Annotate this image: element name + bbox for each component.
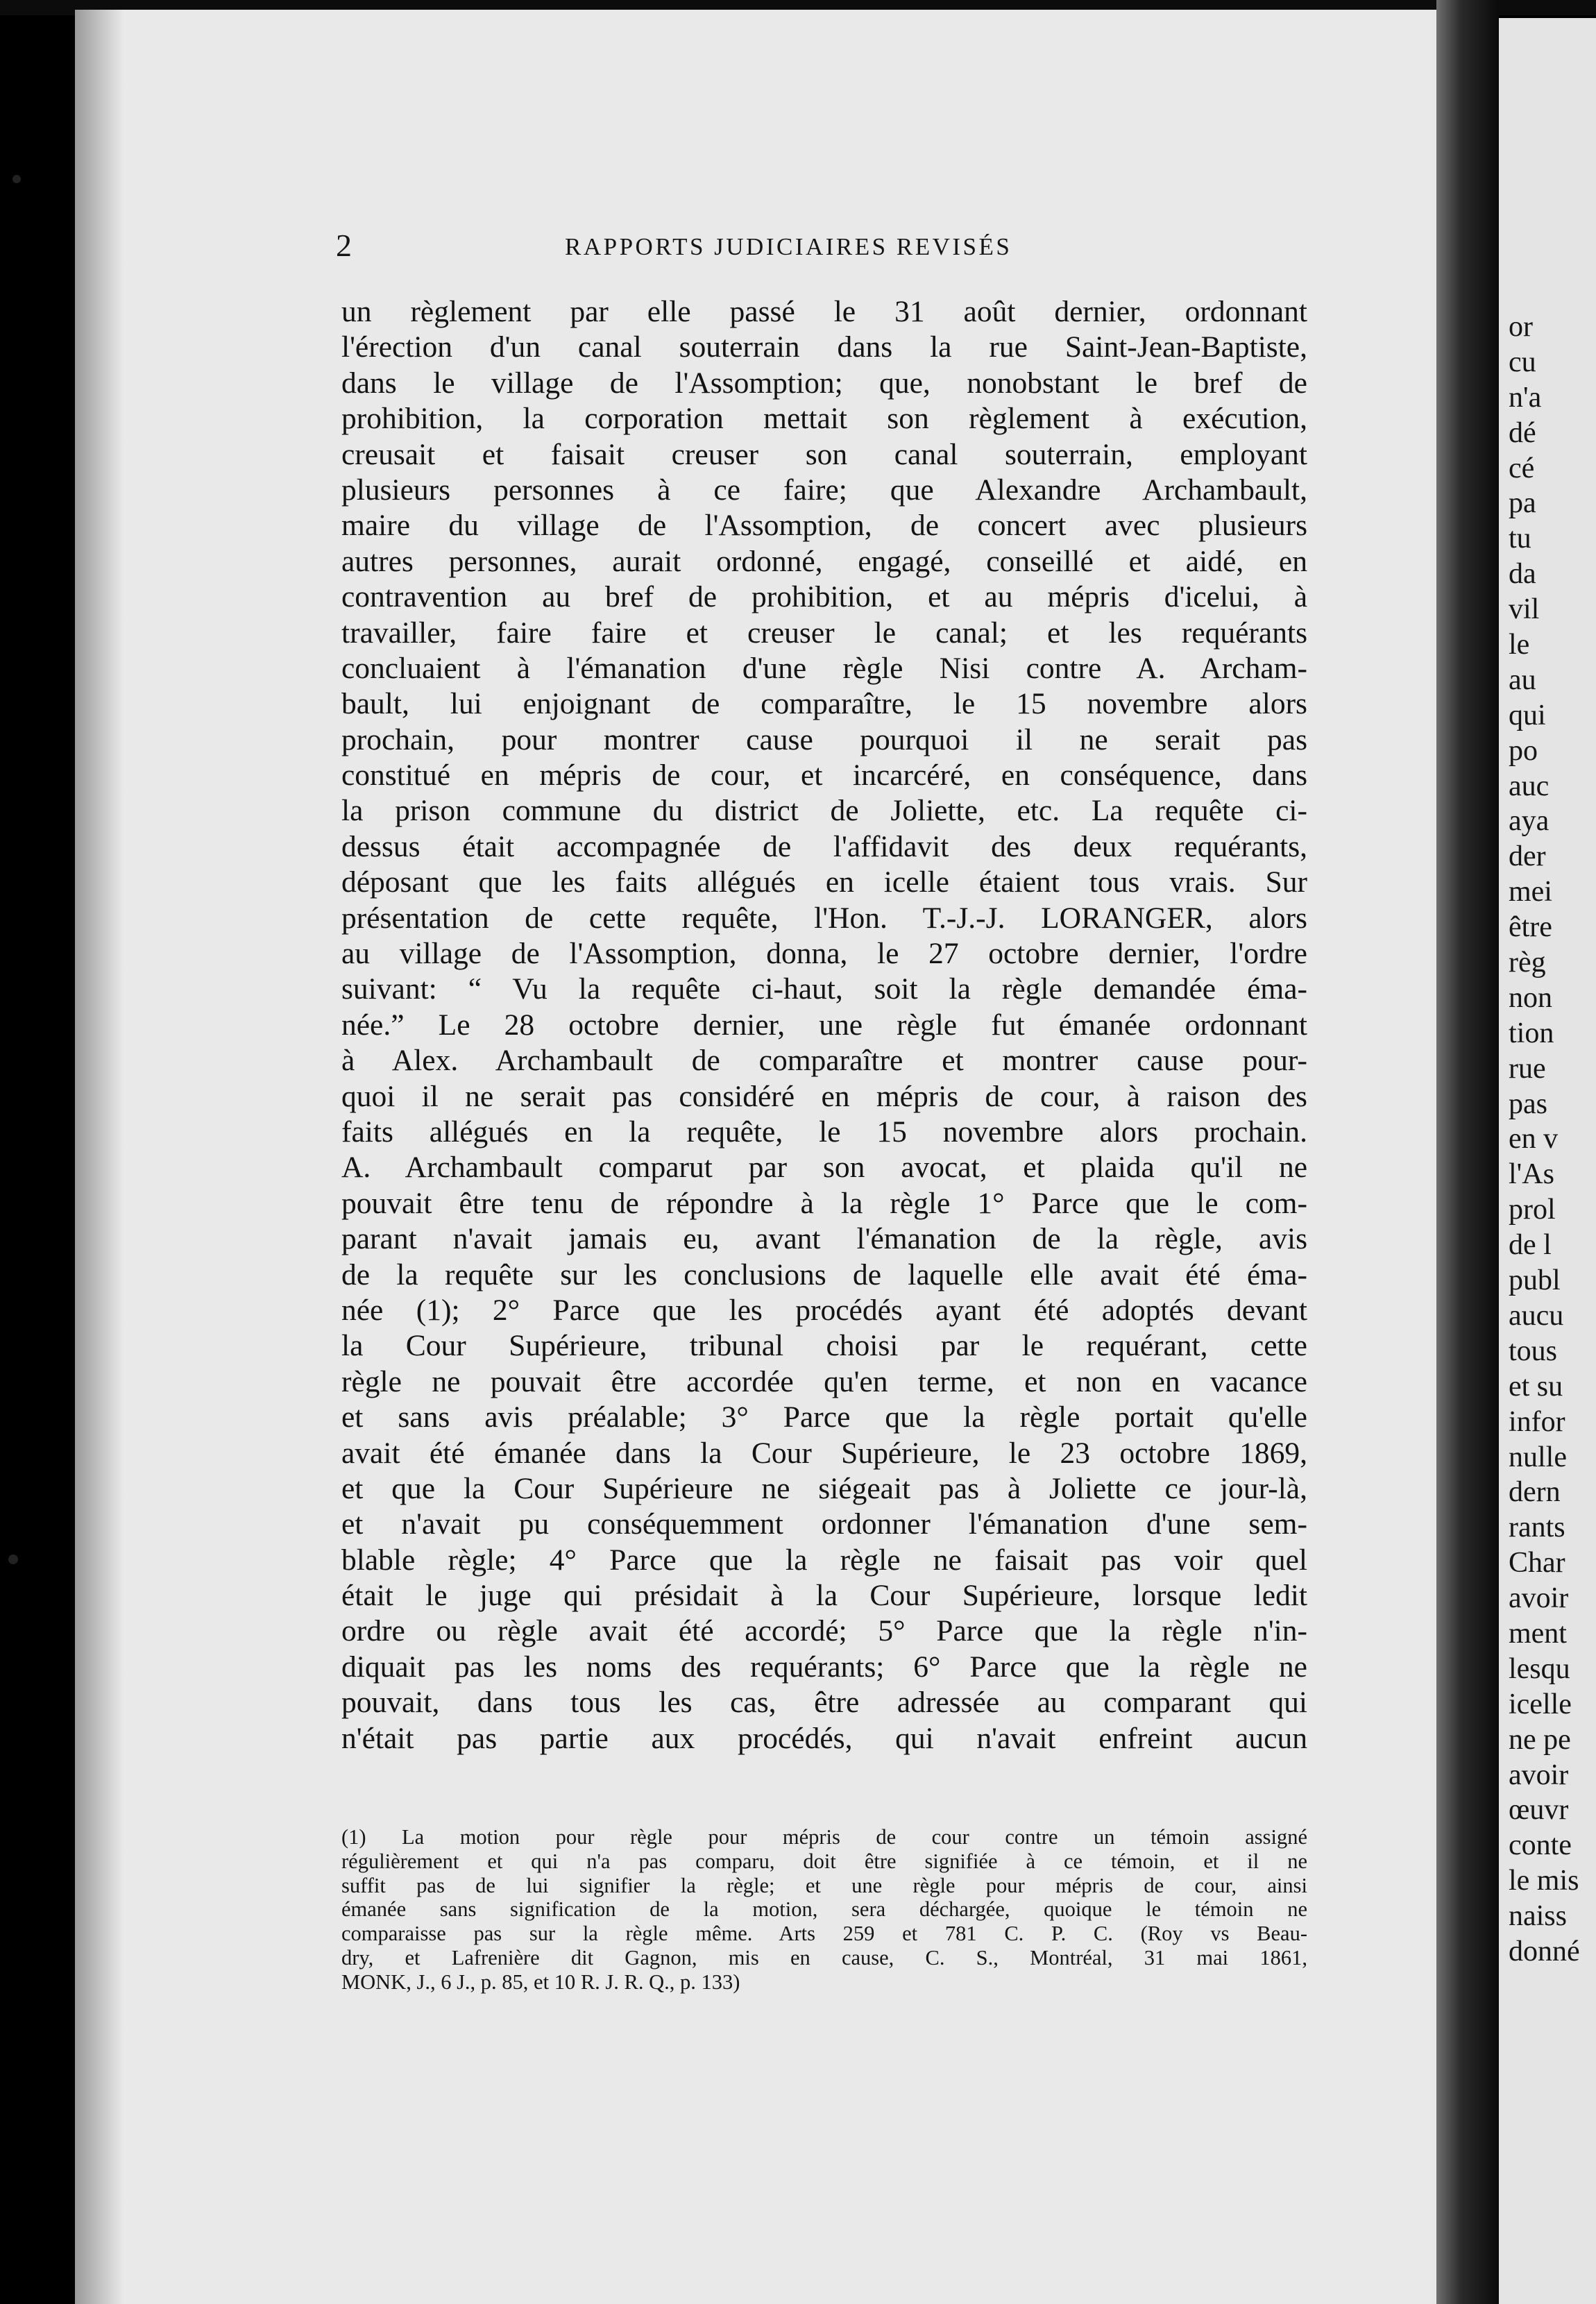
text-line: prochain, pour montrer cause pourquoi il ne serait pas: [341, 722, 1307, 756]
text-line: pouvait être tenu de répondre à la règle 1° Parce que le com-: [341, 1186, 1307, 1220]
footnote-line: MONK, J., 6 J., p. 85, et 10 R. J. R. Q., p. 133): [341, 1970, 740, 1994]
text-line: et sans avis préalable; 3° Parce que la règle portait qu'elle: [341, 1400, 1307, 1434]
facing-page-fragment: n'a: [1509, 381, 1542, 414]
facing-page-fragment: le: [1509, 629, 1530, 661]
text-line: était le juge qui présidait à la Cour Supérieure, lorsque ledit: [341, 1579, 1307, 1613]
facing-page-fragment: ment: [1509, 1617, 1567, 1650]
facing-page-fragment: tu: [1509, 523, 1531, 555]
facing-page-fragment: avoir: [1509, 1582, 1569, 1615]
text-line: née.” Le 28 octobre dernier, une règle fut émanée ordonnant: [341, 1008, 1307, 1042]
scan-speck: [12, 175, 21, 183]
running-head: [336, 229, 1335, 262]
text-line: pouvait, dans tous les cas, être adressée au comparant qui: [341, 1686, 1307, 1720]
facing-page-fragment: ne pe: [1509, 1723, 1571, 1756]
facing-page-fragment: prol: [1509, 1194, 1556, 1226]
text-line: concluaient à l'émanation d'une règle Nisi contre A. Archam-: [341, 651, 1307, 685]
page-number: 2: [336, 228, 352, 263]
facing-page-fragment: da: [1509, 558, 1536, 591]
facing-page-fragment: cé: [1509, 452, 1535, 484]
facing-page-fragment: dern: [1509, 1476, 1561, 1509]
footnote-line: dry, et Lafrenière dit Gagnon, mis en cause, C. S., Montréal, 31 mai 1861,: [341, 1945, 1307, 1970]
facing-page-fragment: en v: [1509, 1123, 1559, 1155]
facing-page-fragment: aucu: [1509, 1299, 1564, 1332]
text-line: creusait et faisait creuser son canal souterrain, employant: [341, 437, 1307, 471]
facing-page-fragment: règ: [1509, 947, 1546, 979]
text-line: et que la Cour Supérieure ne siégeait pas à Joliette ce jour-là,: [341, 1471, 1307, 1505]
facing-page-fragment: être: [1509, 911, 1552, 944]
text-line: parant n'avait jamais eu, avant l'émanation de la règle, avis: [341, 1222, 1307, 1256]
footnote-line: émanée sans signification de la motion, sera déchargée, quoique le témoin ne: [341, 1897, 1307, 1922]
text-line: A. Archambault comparut par son avocat, et plaida qu'il ne: [341, 1151, 1307, 1185]
text-line: un règlement par elle passé le 31 août dernier, ordonnant: [341, 295, 1307, 328]
facing-page-fragment: der: [1509, 840, 1546, 873]
text-line: dans le village de l'Assomption; que, nonobstant le bref de: [341, 366, 1307, 400]
facing-page-fragment: l'As: [1509, 1158, 1554, 1191]
facing-page: [1499, 18, 1596, 2304]
text-line: n'était pas partie aux procédés, qui n'avait enfreint aucun: [341, 1721, 1307, 1755]
text-line: bault, lui enjoignant de comparaître, le 15 novembre alors: [341, 687, 1307, 721]
text-line: autres personnes, aurait ordonné, engagé, conseillé et aidé, en: [341, 544, 1307, 578]
text-line: constitué en mépris de cour, et incarcéré, en conséquence, dans: [341, 759, 1307, 793]
facing-page-fragment: de l: [1509, 1229, 1552, 1262]
facing-page-fragment: donné: [1509, 1935, 1580, 1967]
text-line: suivant: “ Vu la requête ci-haut, soit la règle demandée éma-: [341, 972, 1307, 1006]
facing-page-fragment: icelle: [1509, 1688, 1572, 1720]
text-line: maire du village de l'Assomption, de concert avec plusieurs: [341, 509, 1307, 543]
text-line: règle ne pouvait être accordée qu'en terme, et non en vacance: [341, 1364, 1307, 1398]
body-text: [341, 294, 1307, 1756]
text-line: diquait pas les noms des requérants; 6° Parce que la règle ne: [341, 1650, 1307, 1684]
text-line: et n'avait pu conséquemment ordonner l'émanation d'une sem-: [341, 1507, 1307, 1541]
facing-page-fragment: avoir: [1509, 1759, 1569, 1791]
text-line: l'érection d'un canal souterrain dans la rue Saint-Jean-Baptiste,: [341, 330, 1307, 364]
footnote-line: suffit pas de lui signifier la règle; et une règle pour mépris de cour, ainsi: [341, 1873, 1307, 1897]
facing-page-fragment: rue: [1509, 1052, 1546, 1085]
text-line: la prison commune du district de Joliette, etc. La requête ci-: [341, 794, 1307, 828]
page-edge-shadow: [75, 10, 124, 2304]
footnote-line: régulièrement et qui n'a pas comparu, doit être signifiée à ce témoin, et il ne: [341, 1849, 1307, 1873]
text-line: blable règle; 4° Parce que la règle ne faisait pas voir quel: [341, 1543, 1307, 1577]
text-line: travailler, faire faire et creuser le canal; et les requérants: [341, 616, 1307, 650]
facing-page-fragment: auc: [1509, 770, 1550, 802]
footnote-line: (1) La motion pour règle pour mépris de cour contre un témoin assigné: [341, 1825, 1307, 1849]
facing-page-fragment: œuvr: [1509, 1794, 1569, 1827]
facing-page-fragment: rants: [1509, 1511, 1565, 1544]
facing-page-fragment: publ: [1509, 1264, 1561, 1297]
facing-page-fragment: Char: [1509, 1547, 1565, 1579]
facing-page-fragment: infor: [1509, 1405, 1565, 1438]
text-line: née (1); 2° Parce que les procédés ayant été adoptés devant: [341, 1293, 1307, 1327]
facing-page-fragment: au: [1509, 663, 1536, 696]
page-title: RAPPORTS JUDICIAIRES REVISÉS: [565, 233, 1012, 260]
facing-page-fragment: aya: [1509, 805, 1550, 838]
facing-page-fragment: vil: [1509, 593, 1540, 626]
facing-page-fragment: naiss: [1509, 1900, 1567, 1933]
facing-page-fragment: tion: [1509, 1017, 1554, 1049]
facing-page-fragment: nulle: [1509, 1441, 1567, 1473]
text-line: au village de l'Assomption, donna, le 27 octobre dernier, l'ordre: [341, 937, 1307, 971]
text-line: plusieurs personnes à ce faire; que Alexandre Archambault,: [341, 473, 1307, 507]
facing-page-fragment: po: [1509, 734, 1538, 767]
text-line: faits allégués en la requête, le 15 novembre alors prochain.: [341, 1115, 1307, 1149]
facing-page-fragment: tous: [1509, 1335, 1558, 1367]
text-line: de la requête sur les conclusions de laquelle elle avait été éma-: [341, 1257, 1307, 1291]
facing-page-fragment: lesqu: [1509, 1652, 1570, 1685]
facing-page-fragment: et su: [1509, 1370, 1563, 1403]
facing-page-fragment: qui: [1509, 699, 1546, 731]
facing-page-fragment: dé: [1509, 416, 1536, 449]
text-line: dessus était accompagnée de l'affidavit des deux requérants,: [341, 829, 1307, 863]
scan-speck: [8, 1555, 18, 1564]
footnote: [341, 1825, 1307, 1994]
facing-page-fragment: conte: [1509, 1829, 1572, 1862]
facing-page-fragments: [1509, 310, 1580, 1970]
facing-page-fragment: non: [1509, 981, 1552, 1014]
facing-page-fragment: pa: [1509, 487, 1536, 520]
text-line: ordre ou règle avait été accordé; 5° Parce que la règle n'in-: [341, 1614, 1307, 1648]
book-gutter: [1436, 0, 1499, 2304]
facing-page-fragment: or: [1509, 311, 1533, 343]
text-line: prohibition, la corporation mettait son règlement à exécution,: [341, 402, 1307, 436]
facing-page-fragment: cu: [1509, 346, 1536, 378]
facing-page-fragment: pas: [1509, 1087, 1547, 1120]
text-line: la Cour Supérieure, tribunal choisi par le requérant, cette: [341, 1329, 1307, 1363]
text-line: à Alex. Archambault de comparaître et montrer cause pour-: [341, 1044, 1307, 1078]
facing-page-fragment: mei: [1509, 876, 1552, 908]
text-line: déposant que les faits allégués en icelle étaient tous vrais. Sur: [341, 865, 1307, 899]
text-line: présentation de cette requête, l'Hon. T.-J.-J. LORANGER, alors: [341, 901, 1307, 935]
text-line: avait été émanée dans la Cour Supérieure, le 23 octobre 1869,: [341, 1436, 1307, 1470]
text-line: contravention au bref de prohibition, et au mépris d'icelui, à: [341, 580, 1307, 614]
facing-page-fragment: le mis: [1509, 1865, 1579, 1897]
text-line: quoi il ne serait pas considéré en mépris de cour, à raison des: [341, 1079, 1307, 1113]
footnote-line: comparaisse pas sur la règle même. Arts 259 et 781 C. P. C. (Roy vs Beau-: [341, 1922, 1307, 1946]
